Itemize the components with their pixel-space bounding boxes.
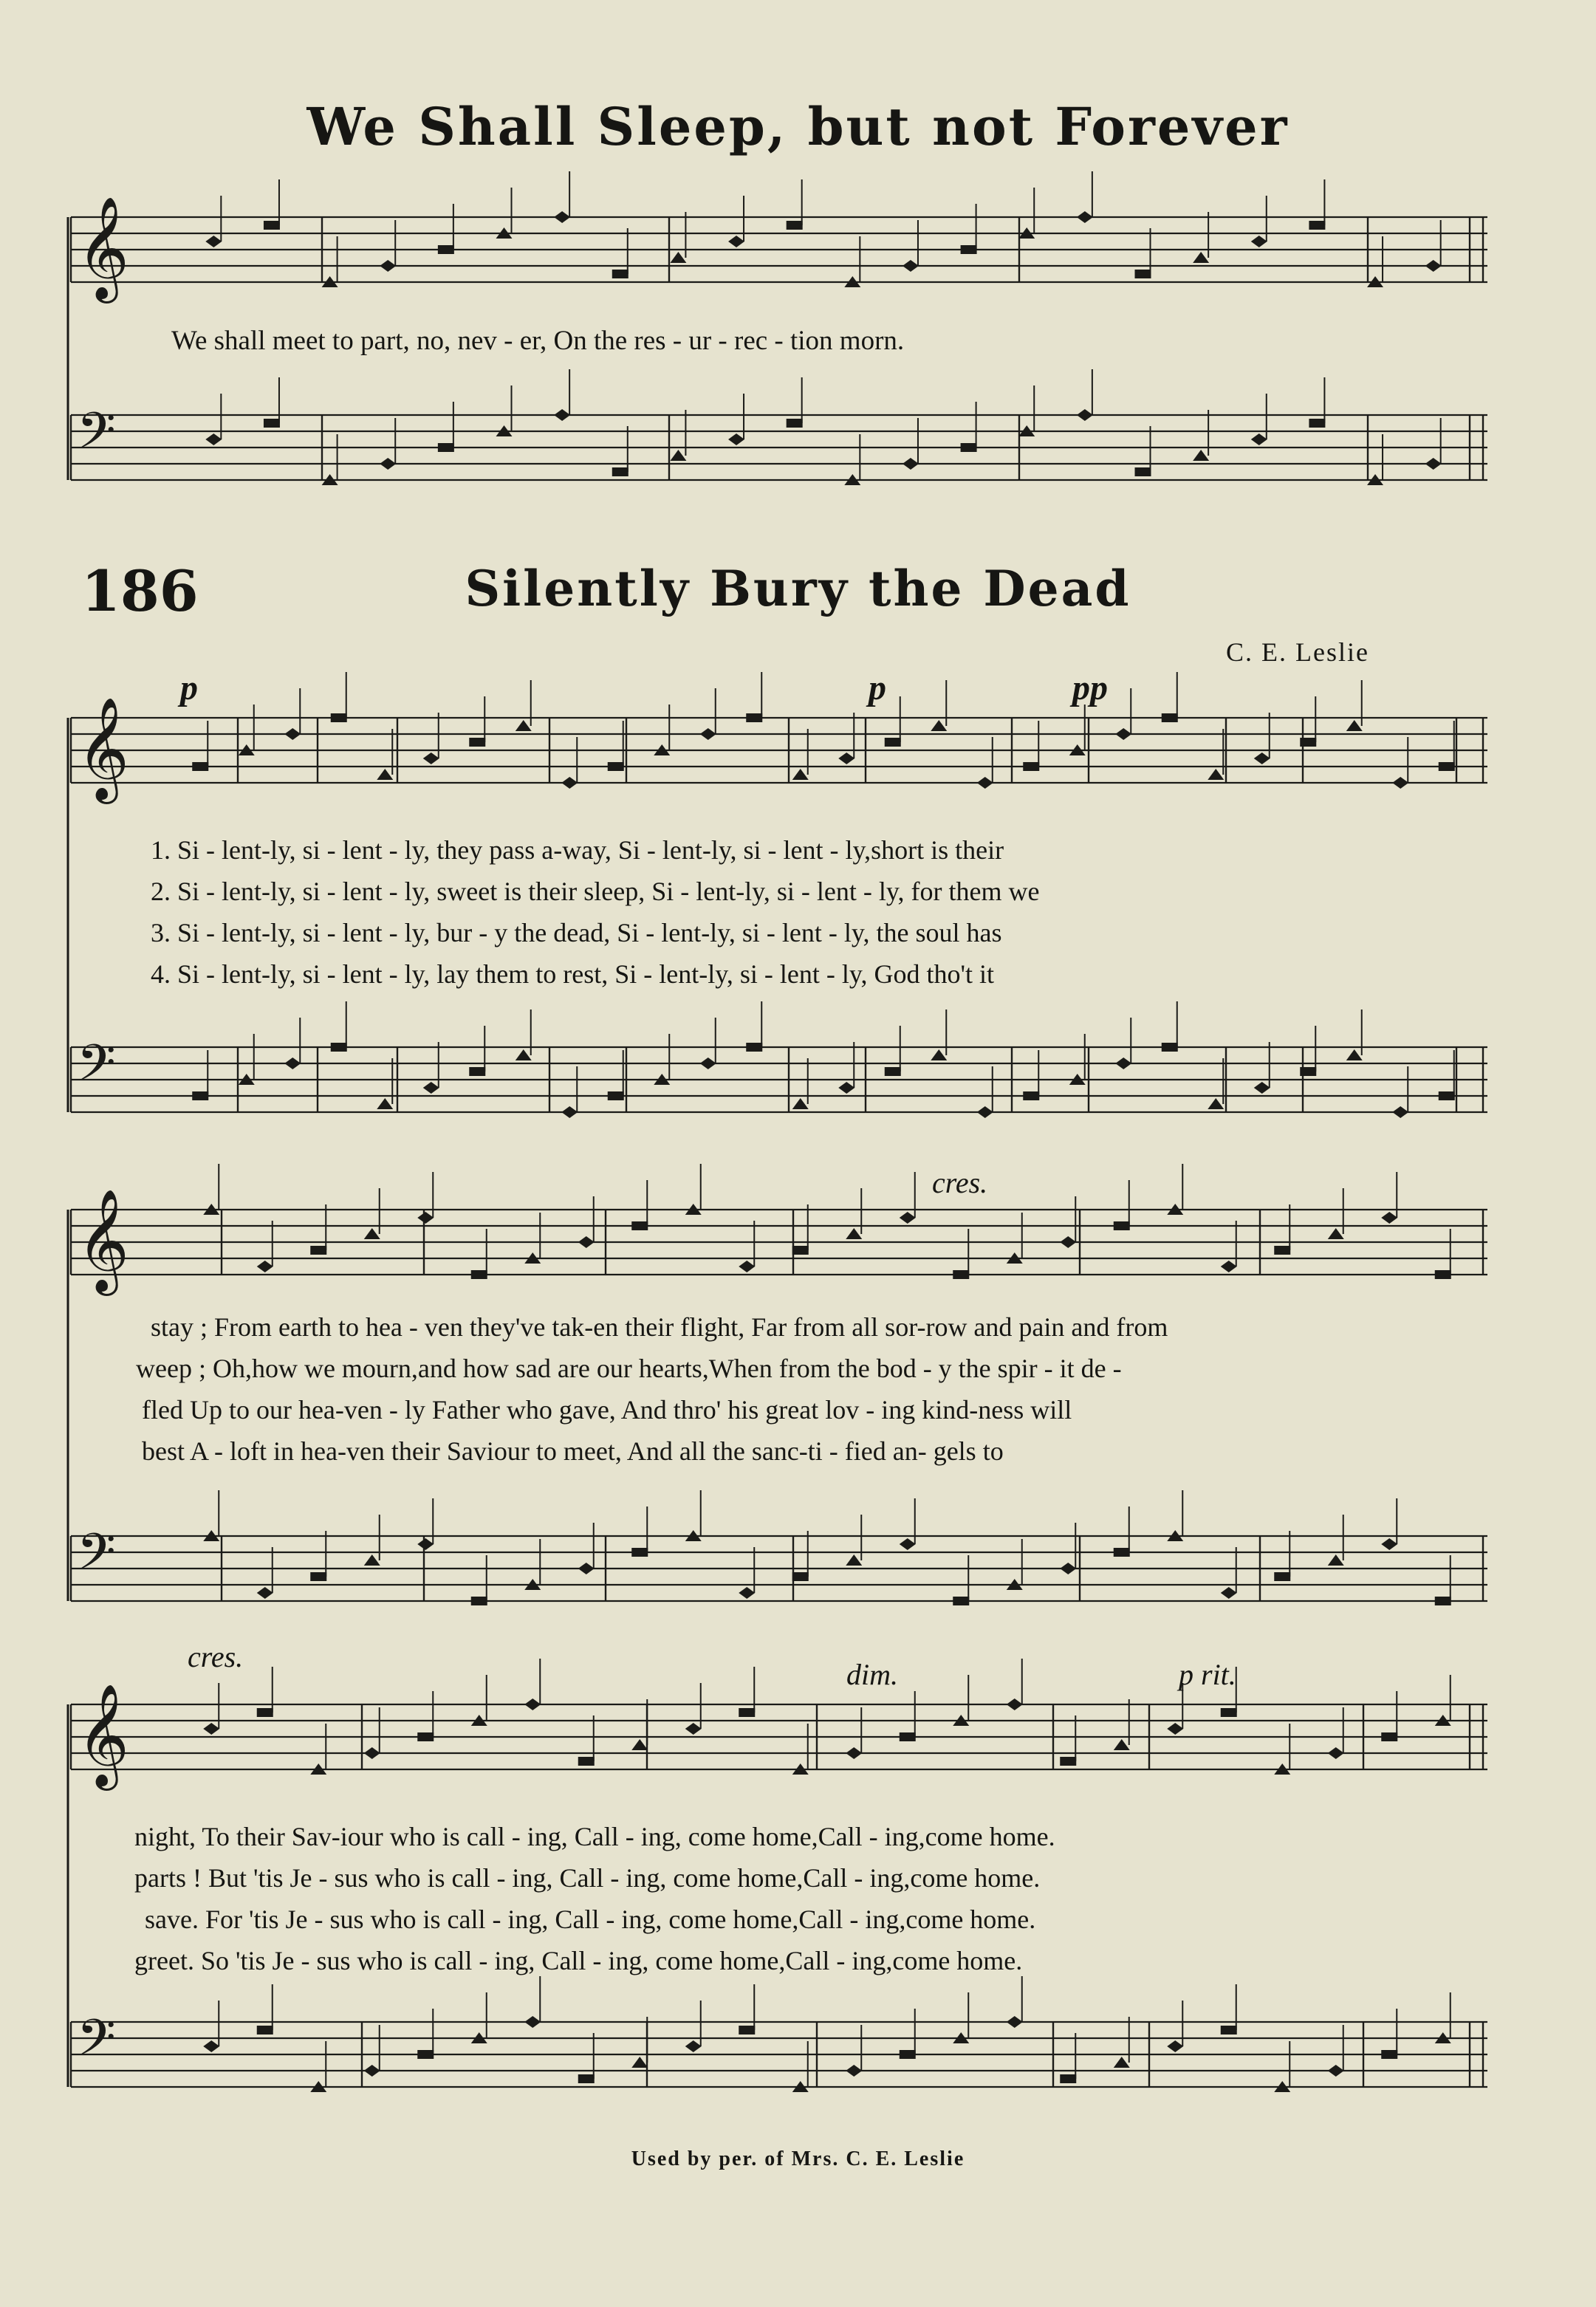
sys3-bass-note [417,2050,434,2059]
sys2-bass-note [417,1538,434,1550]
sys3-treble-note [364,1747,380,1759]
sys2-bass-clef: 𝄢 [77,1523,116,1594]
composer: C. E. Leslie [1226,637,1369,667]
sys3-treble-note [257,1708,273,1717]
prev-bass-note [205,433,222,445]
prev-bass-note [264,419,280,428]
sys1-bass-note [1346,1049,1363,1060]
prev-treble-note [903,260,919,272]
prev-treble-note [1251,236,1267,247]
prev-bass-note [1193,450,1209,461]
sys3-bass-note [900,2050,916,2059]
prev-bass-clef: 𝄢 [77,402,116,473]
prev-bass-note [787,419,803,428]
lyrics-sys3-verse2: parts ! But 'tis Je - sus who is call - ing, Call - ing, come home,Call - ing,come home. [134,1863,1041,1893]
sys2-bass-note [953,1597,969,1605]
sys3-bass-note [578,2074,595,2083]
sys2-bass-note [631,1548,648,1557]
sys1-bass-note [377,1098,393,1109]
sys1-treble-note [608,762,624,771]
sys3-bass-note [685,2040,702,2052]
sys1-treble-note [1115,728,1131,740]
sys2-bass-note [1328,1554,1344,1566]
sys3-bass-note [257,2026,273,2035]
dynamic-p-2: p [869,668,886,707]
prev-treble-note [670,252,686,263]
sys1-treble-note [1162,713,1178,722]
sys1-bass-note [284,1057,301,1069]
prev-treble-note [728,236,744,247]
sys1-bass-clef: 𝄢 [77,1035,116,1105]
sys3-treble-note [1007,1698,1023,1710]
prev-bass-note [670,450,686,461]
dynamic-p-rit: p rit. [1179,1658,1236,1691]
sys3-bass-note [739,2026,755,2035]
prev-treble-note [1425,260,1442,272]
sys1-bass-note [1439,1091,1455,1100]
prev-treble-note [205,236,222,247]
sys1-treble-note [561,777,578,789]
prev-bass-note [380,458,396,470]
sys2-treble-note [631,1221,648,1230]
sys1-treble-note [516,720,532,731]
sys3-bass-note [1007,2016,1023,2028]
prev-treble-note [438,245,454,254]
sys1-treble-note [1254,753,1270,764]
prev-treble-note [961,245,977,254]
sys1-treble-note [700,728,716,740]
sys2-treble-note [310,1246,326,1255]
sys2-treble-note [1221,1261,1237,1272]
sys1-bass-note [700,1057,716,1069]
sys2-bass-note [1114,1548,1130,1557]
lyrics-sys3-verse3: save. For 'tis Je - sus who is call - ing, Call - ing, come home,Call - ing,come home. [145,1905,1036,1934]
sys1-treble-note [746,713,762,722]
prev-bass-note [438,443,454,452]
sys1-bass-note [331,1043,347,1052]
sys2-treble-note [578,1236,595,1248]
sys3-treble-note [524,1698,541,1710]
sys1-treble-note [1392,777,1408,789]
sys3-treble-note [1114,1739,1130,1750]
sys2-bass-note [364,1554,380,1566]
sys2-bass-note [1381,1538,1397,1550]
sys3-bass-note [846,2065,862,2077]
sys1-treble-note [1346,720,1363,731]
sys2-bass-note [1221,1587,1237,1599]
sys1-treble-note [284,728,301,740]
prev-bass-note [1077,409,1093,421]
sys1-treble-note [838,753,854,764]
sys1-treble-note [1439,762,1455,771]
sys1-treble-note [931,720,947,731]
sys2-bass-note [257,1587,273,1599]
sys2-treble-note [417,1212,434,1224]
sys1-bass-note [977,1106,993,1118]
sys2-bass-note [1060,1563,1076,1574]
sys1-bass-note [746,1043,762,1052]
sys2-treble-clef: 𝄞 [77,1189,129,1292]
sys1-treble-note [885,738,901,747]
sys1-treble-note [1208,769,1224,780]
sys3-treble-note [1060,1757,1076,1766]
sys1-bass-note [423,1082,439,1094]
sys3-treble-note [1381,1732,1397,1741]
sys2-treble-note [471,1270,487,1279]
sys1-bass-note [1023,1091,1039,1100]
prev-bass-note [961,443,977,452]
sys1-treble-note [377,769,393,780]
sys1-bass-note [1115,1057,1131,1069]
sys2-treble-note [257,1261,273,1272]
sys2-treble-note [1060,1236,1076,1248]
sys2-bass-note [846,1554,862,1566]
sys3-treble-note [1328,1747,1344,1759]
prev-treble-note [1077,211,1093,223]
prev-treble-clef: 𝄞 [77,196,129,299]
lyrics-sys2-verse1: stay ; From earth to hea - ven they've tak-en their flight, Far from all sor-row and pain and from [151,1312,1168,1342]
sys3-treble-clef: 𝄞 [77,1684,129,1786]
sys3-treble-note [900,1732,916,1741]
sys3-bass-note [1381,2050,1397,2059]
lyrics-sys1-verse2: 2. Si - lent-ly, si - lent - ly, sweet is their sleep, Si - lent-ly, si - lent - ly, for them we [151,877,1040,906]
dynamic-dim: dim. [846,1658,898,1691]
sys2-bass-note [1274,1572,1290,1581]
prev-treble-note [787,221,803,230]
lyrics-sys2-verse3: fled Up to our hea-ven - ly Father who gave, And thro' his great lov - ing kind-ness will [142,1395,1072,1425]
prev-treble-note [264,221,280,230]
prev-bass-note [903,458,919,470]
sys1-treble-clef: 𝄞 [77,697,129,800]
sys3-bass-note [631,2057,648,2068]
sys3-treble-note [1221,1708,1237,1717]
sys1-treble-note [423,753,439,764]
sys1-bass-note [608,1091,624,1100]
sys2-treble-note [1274,1246,1290,1255]
prev-treble-note [380,260,396,272]
sys3-bass-clef: 𝄢 [77,2009,116,2080]
sys2-bass-note [578,1563,595,1574]
lyrics-sys2-verse2: weep ; Oh,how we mourn,and how sad are our hearts,When from the bod - y the spir - it de - [136,1354,1122,1383]
sys3-bass-note [1167,2040,1183,2052]
lyrics-sys1-verse3: 3. Si - lent-ly, si - lent - ly, bur - y the dead, Si - lent-ly, si - lent - ly, the soul has [151,918,1002,947]
lyrics-sys3-verse4: greet. So 'tis Je - sus who is call - ing, Call - ing, come home,Call - ing,come home. [134,1946,1023,1975]
sys2-bass-note [739,1587,755,1599]
sys2-treble-note [1328,1228,1344,1239]
sys2-treble-note [1435,1270,1451,1279]
sys1-bass-note [838,1082,854,1094]
sys1-bass-note [192,1091,208,1100]
prev-bass-note [1135,467,1151,476]
sys2-treble-note [739,1261,755,1272]
sys1-treble-note [1023,762,1039,771]
prev-treble-note [1309,221,1325,230]
sys3-bass-note [1328,2065,1344,2077]
sys1-treble-note [792,769,809,780]
sys1-bass-note [1300,1067,1316,1076]
sys2-bass-note [1435,1597,1451,1605]
hymn-number: 186 [81,558,199,624]
sys1-bass-note [1162,1043,1178,1052]
prev-treble-note [1135,270,1151,278]
lyrics-sys3-verse1: night, To their Sav-iour who is call - ing, Call - ing, come home,Call - ing,come home. [134,1822,1055,1851]
dynamic-p-1: p [180,668,198,707]
dynamic-pp: pp [1072,668,1108,707]
prev-bass-note [1251,433,1267,445]
sys1-bass-note [561,1106,578,1118]
sys3-treble-note [417,1732,434,1741]
sys1-treble-note [469,738,485,747]
prev-treble-note [1193,252,1209,263]
hymn-title: Silently Bury the Dead [465,560,1131,617]
prev-bass-note [554,409,570,421]
sys2-treble-note [1381,1212,1397,1224]
dynamic-cres-2: cres. [188,1640,244,1673]
sys1-bass-note [469,1067,485,1076]
sys3-bass-note [1114,2057,1130,2068]
prev-treble-note [554,211,570,223]
previous-hymn-lyrics: We shall meet to part, no, nev - er, On the res - ur - rec - tion morn. [171,326,905,356]
lyrics-sys2-verse4: best A - loft in hea-ven their Saviour to meet, And all the sanc-ti - fied an- gels to [142,1436,1004,1466]
prev-bass-note [1309,419,1325,428]
sys3-treble-note [846,1747,862,1759]
sys1-bass-note [516,1049,532,1060]
sys1-bass-note [792,1098,809,1109]
sys3-bass-note [364,2065,380,2077]
lyrics-sys1-verse4: 4. Si - lent-ly, si - lent - ly, lay them to rest, Si - lent-ly, si - lent - ly, God tho't it [151,959,994,989]
sys3-treble-note [1167,1723,1183,1735]
sys3-treble-note [685,1723,702,1735]
prev-bass-note [612,467,629,476]
sys1-bass-note [1392,1106,1408,1118]
sys1-bass-note [885,1067,901,1076]
prev-bass-note [1425,458,1442,470]
sys1-bass-note [931,1049,947,1060]
sys2-treble-note [364,1228,380,1239]
sys2-treble-note [792,1246,809,1255]
sys2-bass-note [792,1572,809,1581]
sys3-treble-note [203,1723,219,1735]
sys1-treble-note [1300,738,1316,747]
sys2-bass-note [310,1572,326,1581]
prev-treble-note [612,270,629,278]
sys1-bass-note [1208,1098,1224,1109]
previous-hymn-title: We Shall Sleep, but not Forever [306,96,1290,157]
sys1-treble-note [331,713,347,722]
sys3-bass-note [1221,2026,1237,2035]
sys2-bass-note [900,1538,916,1550]
sys2-treble-note [900,1212,916,1224]
sys1-bass-note [1254,1082,1270,1094]
dynamic-cres-1: cres. [932,1166,988,1199]
sys1-treble-note [977,777,993,789]
prev-bass-note [728,433,744,445]
sys3-treble-note [631,1739,648,1750]
sys3-treble-note [578,1757,595,1766]
sys2-treble-note [846,1228,862,1239]
permission-footer: Used by per. of Mrs. C. E. Leslie [631,2147,965,2170]
sys3-bass-note [1060,2074,1076,2083]
sys2-treble-note [1114,1221,1130,1230]
sys3-treble-note [739,1708,755,1717]
sys3-bass-note [524,2016,541,2028]
sys2-bass-note [471,1597,487,1605]
lyrics-sys1-verse1: 1. Si - lent-ly, si - lent - ly, they pass a-way, Si - lent-ly, si - lent - ly,short is their [151,835,1004,865]
sys3-bass-note [203,2040,219,2052]
sys2-treble-note [953,1270,969,1279]
sys1-treble-note [192,762,208,771]
